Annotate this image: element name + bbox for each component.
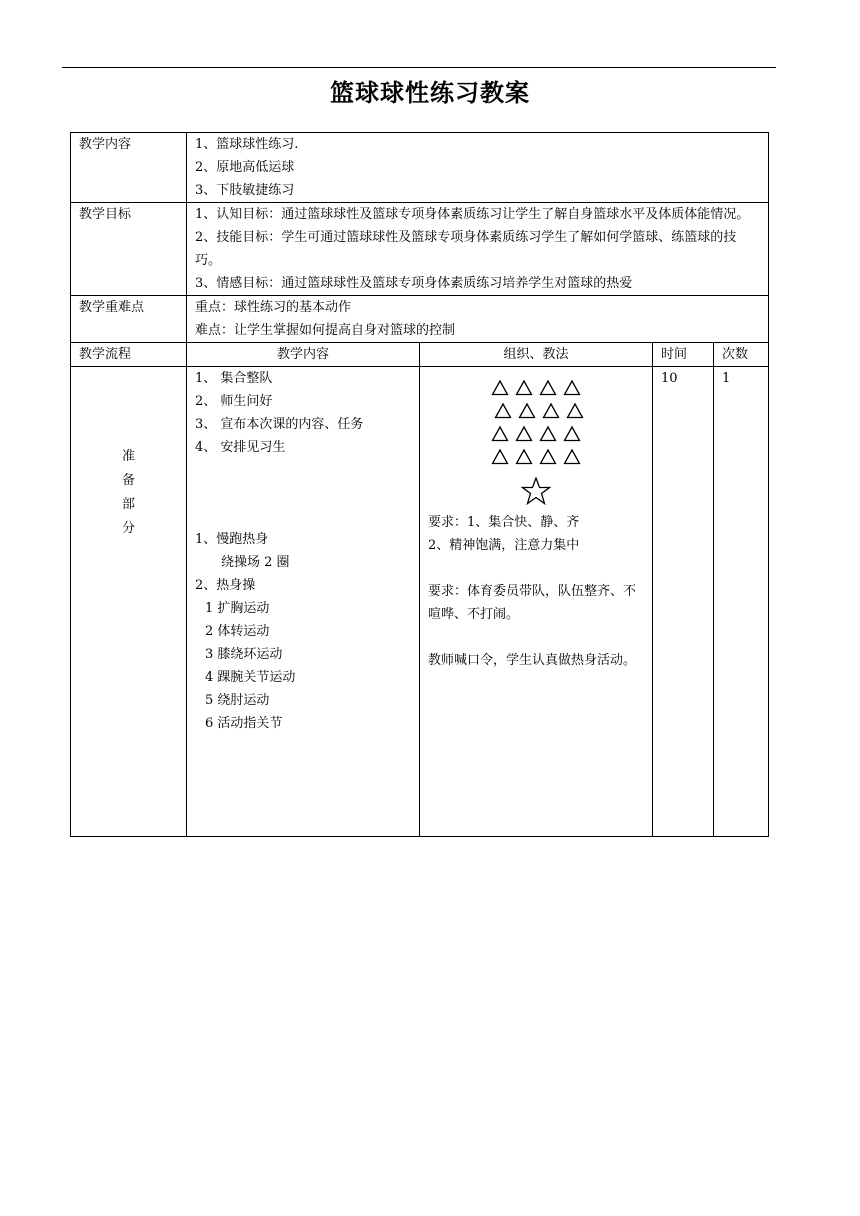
time-cell: 10 — [653, 367, 714, 837]
triangle-icon — [539, 379, 557, 397]
exercise-item: 1 扩胸运动 — [205, 601, 270, 616]
section-content-cell — [187, 367, 420, 837]
key-point-line: 难点：让学生掌握如何提高自身对篮球的控制 — [195, 323, 456, 338]
header-content: 教学内容 — [187, 343, 420, 367]
key-point-line: 重点：球性练习的基本动作 — [195, 300, 352, 315]
header-time: 时间 — [653, 343, 714, 367]
content-item: 绕操场 2 圈 — [221, 555, 290, 570]
exercise-item: 3 膝绕环运动 — [205, 647, 283, 662]
table-row-preparation — [71, 367, 769, 837]
requirement-line: 2、精神饱满，注意力集中 — [428, 538, 580, 553]
table-row-goals — [71, 203, 769, 296]
triangle-icon — [491, 448, 509, 466]
formation-diagram — [428, 367, 644, 511]
triangle-icon — [494, 402, 512, 420]
header-process: 教学流程 — [71, 343, 187, 367]
triangle-icon — [566, 402, 584, 420]
row-label: 教学目标 — [71, 203, 187, 296]
triangle-icon — [539, 448, 557, 466]
exercise-item: 6 活动指关节 — [205, 716, 283, 731]
formation-row — [428, 402, 644, 425]
table-row-content — [71, 133, 769, 203]
header-organization: 组织、教法 — [420, 343, 653, 367]
row-label: 教学内容 — [71, 133, 187, 203]
content-item: 2、 师生问好 — [195, 394, 273, 409]
triangle-icon — [515, 425, 533, 443]
triangle-icon — [515, 448, 533, 466]
triangle-icon — [563, 448, 581, 466]
requirement-line: 要求：1、集合快、静、齐 — [428, 515, 580, 530]
count-cell: 1 — [714, 367, 769, 837]
requirement-line: 教师喊口令，学生认真做热身活动。 — [428, 653, 637, 668]
section-label-char: 部 — [121, 497, 135, 512]
document-title: 篮球球性练习教案 — [330, 79, 530, 107]
content-line: 3、下肢敏捷练习 — [195, 183, 295, 198]
header-rule — [62, 67, 776, 68]
triangle-icon — [491, 379, 509, 397]
content-item: 4、 安排见习生 — [195, 440, 286, 455]
exercise-item: 4 踝腕关节运动 — [205, 670, 296, 685]
row-label: 教学重难点 — [71, 296, 187, 343]
content-item: 1、 集合整队 — [195, 371, 273, 386]
formation-row — [428, 425, 644, 448]
triangle-icon — [542, 402, 560, 420]
content-item: 2、热身操 — [195, 578, 256, 593]
star-icon — [521, 477, 551, 505]
requirement-line: 要求：体育委员带队，队伍整齐、不喧哗、不打闹。 — [428, 584, 637, 622]
section-label-char: 备 — [121, 473, 135, 488]
triangle-icon — [515, 379, 533, 397]
exercise-item: 2 体转运动 — [205, 624, 270, 639]
section-label-char: 准 — [121, 449, 135, 464]
triangle-icon — [518, 402, 536, 420]
key-points-cell — [187, 296, 769, 343]
teaching-goals-cell — [187, 203, 769, 296]
formation-row — [428, 448, 644, 471]
lesson-plan-table — [70, 132, 769, 837]
content-item: 3、 宣布本次课的内容、任务 — [195, 417, 364, 432]
table-row-key-points — [71, 296, 769, 343]
goal-line: 1、认知目标：通过篮球球性及篮球专项身体素质练习让学生了解自身篮球水平及体质体能情况。 — [195, 207, 750, 222]
section-organization-cell — [420, 367, 653, 837]
section-label-cell — [71, 367, 187, 837]
goal-line: 3、情感目标：通过篮球球性及篮球专项身体素质练习培养学生对篮球的热爱 — [195, 276, 633, 291]
content-item: 1、慢跑热身 — [195, 532, 269, 547]
formation-row — [428, 379, 644, 402]
triangle-icon — [539, 425, 557, 443]
header-count: 次数 — [714, 343, 769, 367]
content-line: 2、原地高低运球 — [195, 160, 295, 175]
content-line: 1、篮球球性练习. — [195, 137, 299, 152]
table-header-row — [71, 343, 769, 367]
goal-line: 2、技能目标：学生可通过篮球球性及篮球专项身体素质练习学生了解如何学篮球、练篮球的技巧。 — [195, 230, 737, 268]
teaching-content-cell — [187, 133, 769, 203]
triangle-icon — [491, 425, 509, 443]
triangle-icon — [563, 379, 581, 397]
exercise-item: 5 绕肘运动 — [205, 693, 270, 708]
section-label-char: 分 — [121, 521, 135, 536]
triangle-icon — [563, 425, 581, 443]
